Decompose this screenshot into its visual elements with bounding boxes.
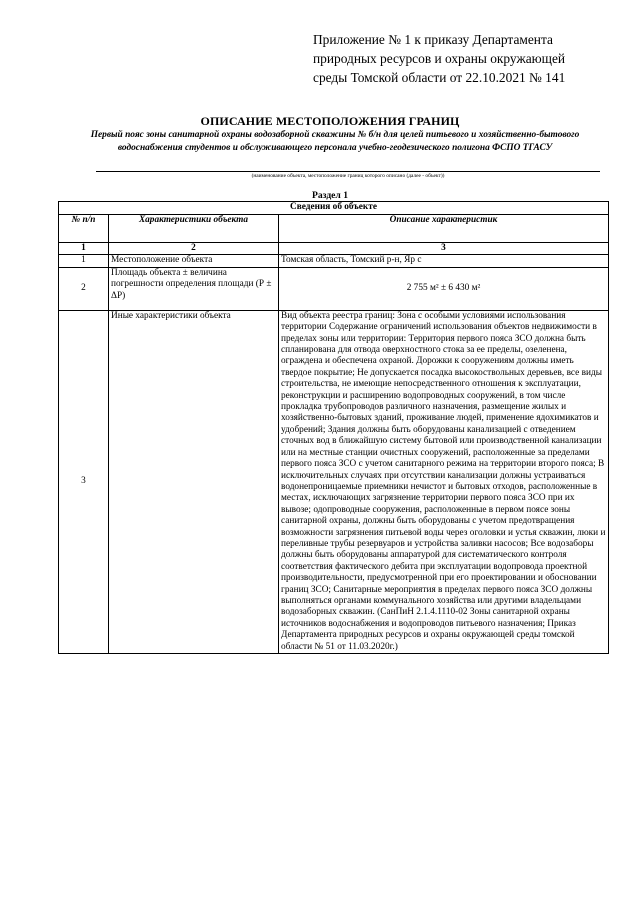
row-characteristic: Площадь объекта ± величина погрешности определения площади (Р ± ΔР) [109, 267, 279, 310]
column-number: 3 [279, 243, 609, 255]
table-caption: Сведения об объекте [59, 202, 609, 215]
section-title: Раздел 1 [311, 190, 349, 201]
order-reference-line: природных ресурсов и охраны окружающей [313, 51, 566, 66]
header-description: Описание характеристик [279, 215, 609, 243]
object-info-table [58, 201, 609, 654]
table-caption-row [59, 202, 609, 215]
object-name-caption: (наименование объекта, местоположение границ которого описано (далее - объект)) [251, 173, 445, 179]
row-num: 1 [59, 255, 109, 267]
order-reference [313, 30, 613, 87]
row-description: 2 755 м² ± 6 430 м² [279, 267, 609, 310]
column-number-row [59, 243, 609, 255]
table-row [59, 267, 609, 310]
document-title: ОПИСАНИЕ МЕСТОПОЛОЖЕНИЯ ГРАНИЦ [200, 114, 460, 128]
table-row [59, 310, 609, 653]
row-characteristic: Местоположение объекта [109, 255, 279, 267]
row-description: Вид объекта реестра границ: Зона с особыми условиями использования территории Содержание ограничений использования объектов недвижимости в пределах зоны или территории: Территория первого пояса ЗСО должна быть спланирована для отвода оверхностного стока за ее пределы, озеленена, ограждена и обеспечена охраной. Дорожки к сооружениям должны иметь твердое покрытие; Не допускается посадка высокоствольных деревьев, все виды строительства, не имеющие непосредственного отношения к эксплуатации, реконструкции и расширению водопроводных сооружений, в том числе прокладка трубопроводов различного назначения, размещение жилых и хозяйственно-бытовых зданий, проживание людей, применение ядохимикатов и удобрений; Здания должны быть оборудованы канализацией с отведением сточных вод в ближайшую систему бытовой или производственной канализации или на местные станции очистных сооружений, расположенные за пределами первого пояса ЗСО с учетом санитарного режима на территории второго пояса; В исключительных случаях при отсутствии канализации должны устраиваться водонепроницаемые приемники нечистот и бытовых отходов, расположенные в местах, исключающих загрязнение территории первого пояса ЗСО при их вывозе; одопроводные сооружения, расположенные в первом поясе зоны санитарной охраны, должны быть оборудованы с учетом предотвращения возможности загрязнения питьевой воды через оголовки и устья скважин, люки и переливные трубы резервуаров и устройства заливки насосов; Все водозаборы должны быть оборудованы аппаратурой для систематического контроля соответствия фактического дебита при эксплуатации водопровода проектной производительности, предусмотренной при его проектировании и обосновании границ ЗСО; Санитарные мероприятия в пределах первого пояса ЗСО должны выполняться органами коммунального хозяйства или другими владельцами водозаборных скважин. (СанПиН 2.1.4.1110-02 Зоны санитарной охраны источников водоснабжения и водопроводов питьевого назначения; Приказ Департамента природных ресурсов и охраны окружающей среды томской области № 51 от 11.03.2020г.) [279, 310, 609, 653]
order-reference-line: среды Томской области от 22.10.2021 № 141 [313, 70, 566, 85]
object-name: Первый пояс зоны санитарной охраны водозаборной скважины № б/н для целей питьевого и хозяйственно-бытового водоснабжения студентов и обслуживающего персонала учебно-геодезического полигона ФСПО ТГАСУ [90, 130, 580, 153]
order-reference-line: Приложение № 1 к приказу Департамента [313, 32, 553, 47]
column-number: 2 [109, 243, 279, 255]
object-name-underline [96, 171, 600, 172]
column-number: 1 [59, 243, 109, 255]
header-num: № п/п [59, 215, 109, 243]
row-num: 2 [59, 267, 109, 310]
table-header-row [59, 215, 609, 243]
table-row [59, 255, 609, 267]
row-num: 3 [59, 310, 109, 653]
row-characteristic: Иные характеристики объекта [109, 310, 279, 653]
row-description: Томская область, Томский р-н, Яр с [279, 255, 609, 267]
header-characteristic: Характеристики объекта [109, 215, 279, 243]
